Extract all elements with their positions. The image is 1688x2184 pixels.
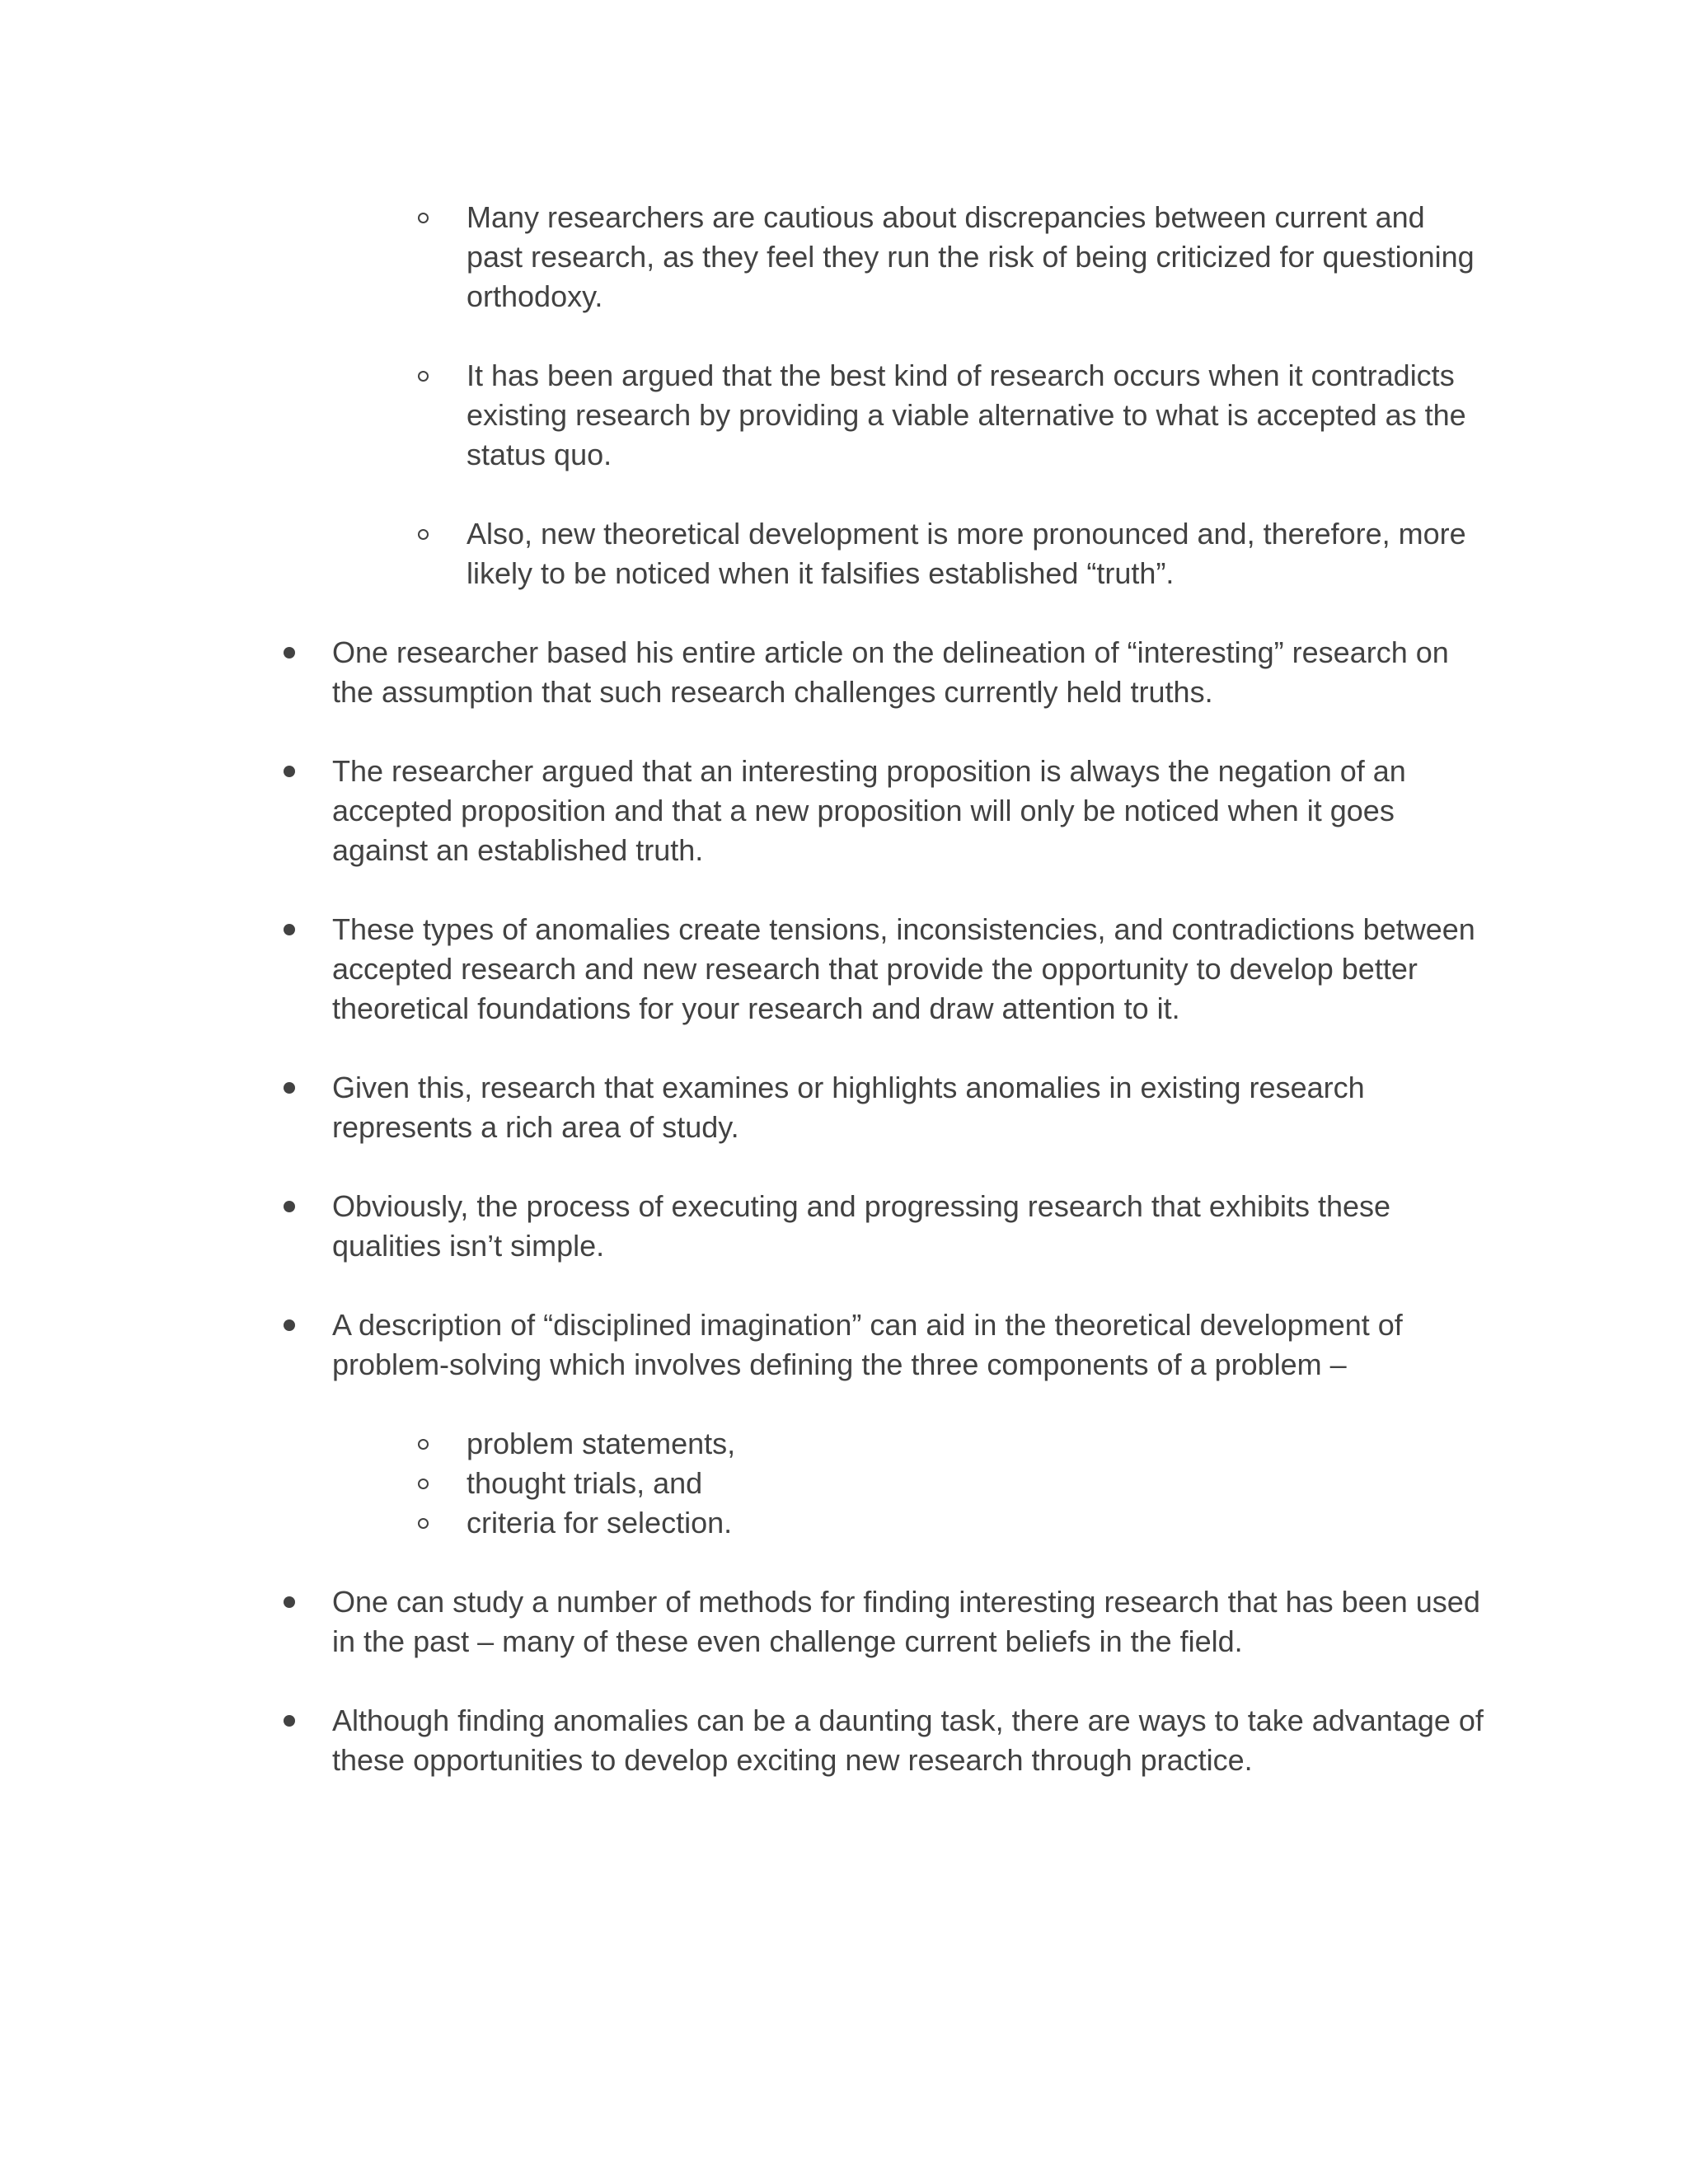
list-item	[0, 1068, 1486, 1147]
list-item-text: It has been argued that the best kind of research occurs when it contradicts existing research by providing a viable alternative to what is accepted as the status quo.	[467, 359, 1466, 471]
list-item-text: Given this, research that examines or highlights anomalies in existing research represents a rich area of study.	[332, 1071, 1365, 1144]
list-item	[0, 1187, 1486, 1266]
list-item-text: Also, new theoretical development is more pronounced and, therefore, more likely to be noticed when it falsifies established “truth”.	[467, 517, 1466, 590]
list-item-text: criteria for selection.	[467, 1506, 733, 1540]
list-item	[0, 633, 1486, 712]
list-item-text: thought trials, and	[467, 1466, 703, 1500]
list-item-text: One researcher based his entire article on the delineation of “interesting” research on the assumption that such research challenges currently held truths.	[332, 635, 1449, 709]
list-item	[0, 1464, 1489, 1503]
list-item	[0, 1424, 1489, 1464]
list-item	[0, 910, 1486, 1029]
list-item	[0, 752, 1486, 870]
list-item	[0, 198, 1489, 316]
list-item	[0, 1582, 1486, 1661]
list-item-text: Although finding anomalies can be a daunting task, there are ways to take advantage of these opportunities to develop exciting new research through practice.	[332, 1704, 1484, 1777]
list-item-text: problem statements,	[467, 1427, 736, 1460]
list-item-text: One can study a number of methods for finding interesting research that has been used in the past – many of these even challenge current beliefs in the field.	[332, 1585, 1480, 1658]
list-item-text: A description of “disciplined imagination” can aid in the theoretical development of problem-solving which involves defining the three components of a problem –	[332, 1308, 1403, 1381]
list-item-text: Obviously, the process of executing and progressing research that exhibits these qualities isn’t simple.	[332, 1189, 1391, 1263]
list-item	[0, 1701, 1486, 1780]
list-item	[0, 356, 1489, 475]
list-item	[0, 1503, 1489, 1543]
list-item	[0, 1305, 1486, 1385]
list-item-text: The researcher argued that an interesting proposition is always the negation of an accepted proposition and that a new proposition will only be noticed when it goes against an established truth.	[332, 754, 1406, 867]
bullet-list	[0, 198, 1688, 1820]
list-item	[0, 514, 1489, 593]
list-item-text: These types of anomalies create tensions, inconsistencies, and contradictions between accepted research and new research that provide the opportunity to develop better theoretical foundations for your research and draw attention to it.	[332, 912, 1475, 1025]
list-item-text: Many researchers are cautious about discrepancies between current and past research, as they feel they run the risk of being criticized for questioning orthodoxy.	[467, 200, 1475, 313]
